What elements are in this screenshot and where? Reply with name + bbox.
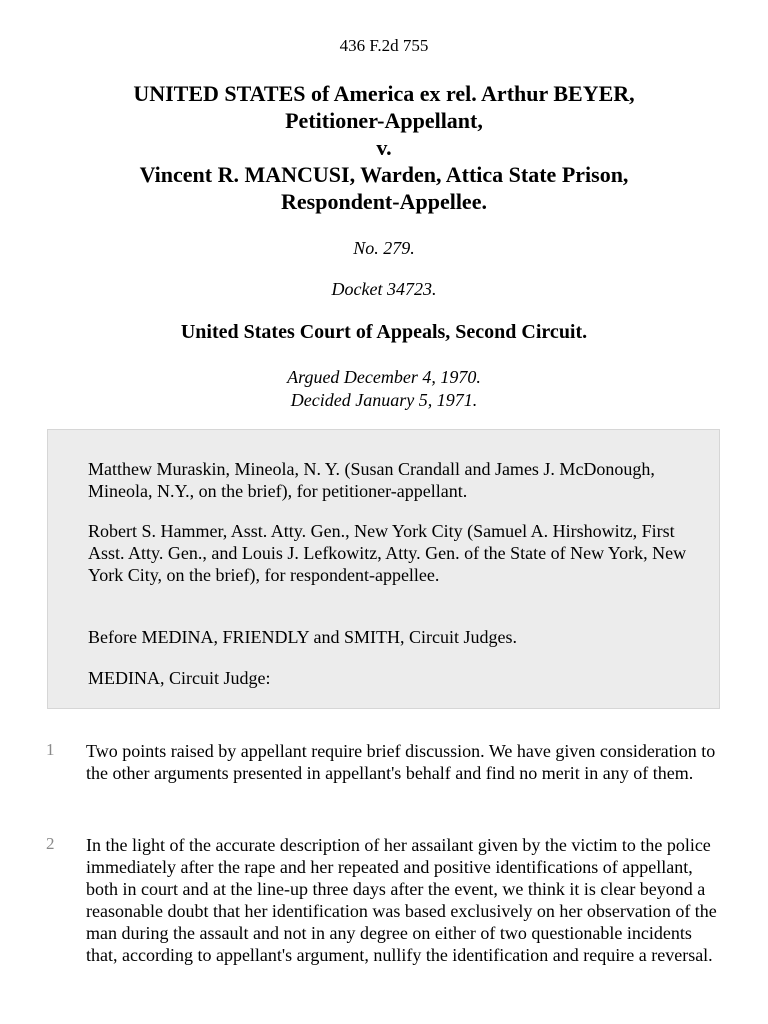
paragraph-text: Two points raised by appellant require brief discussion. We have given consideration to the other arguments presented in appellant's behalf and find no merit in any of them.: [86, 741, 716, 783]
panel-judges: Before MEDINA, FRIENDLY and SMITH, Circuit Judges.: [88, 627, 517, 647]
paragraph-number: 2: [46, 834, 55, 853]
case-caption: [60, 80, 708, 215]
paragraph-number: 1: [46, 740, 55, 759]
caption-respondent: Vincent R. MANCUSI, Warden, Attica State Prison,: [139, 162, 629, 187]
citation: 436 F.2d 755: [339, 36, 429, 55]
caption-versus: v.: [376, 135, 392, 160]
docket-number: Docket 34723.: [331, 279, 437, 299]
court-name: United States Court of Appeals, Second Circuit.: [180, 321, 588, 343]
caption-petitioner-role: Petitioner-Appellant,: [285, 108, 483, 133]
decided-date: Decided January 5, 1971.: [290, 390, 478, 410]
argued-date: Argued December 4, 1970.: [287, 367, 481, 387]
paragraph-text: In the light of the accurate description of her assailant given by the victim to the police immediately after the rape and her repeated and positive identifications of appellant, both in court and at the line-up three days after the event, we think it is clear beyond a reasonable doubt that her identification was based exclusively on her observation of the man during the assault and not in any degree on either of two questionable incidents that, according to appellant's argument, nullify the identification and require a reversal.: [86, 835, 717, 965]
opinion-author: MEDINA, Circuit Judge:: [88, 668, 271, 688]
caption-respondent-role: Respondent-Appellee.: [281, 189, 487, 214]
respondent-counsel: Robert S. Hammer, Asst. Atty. Gen., New York City (Samuel A. Hirshowitz, First Asst. Atty. Gen., and Louis J. Lefkowitz, Atty. Gen. of the State of New York, New York City, on the brief), for respondent-appellee.: [88, 521, 687, 585]
counsel-section: [47, 429, 720, 709]
case-number: No. 279.: [353, 238, 415, 258]
caption-petitioner: UNITED STATES of America ex rel. Arthur BEYER,: [133, 81, 635, 106]
case-dates: [0, 366, 768, 412]
petitioner-counsel: Matthew Muraskin, Mineola, N. Y. (Susan Crandall and James J. McDonough, Mineola, N.Y., on the brief), for petitioner-appellant.: [88, 459, 655, 501]
